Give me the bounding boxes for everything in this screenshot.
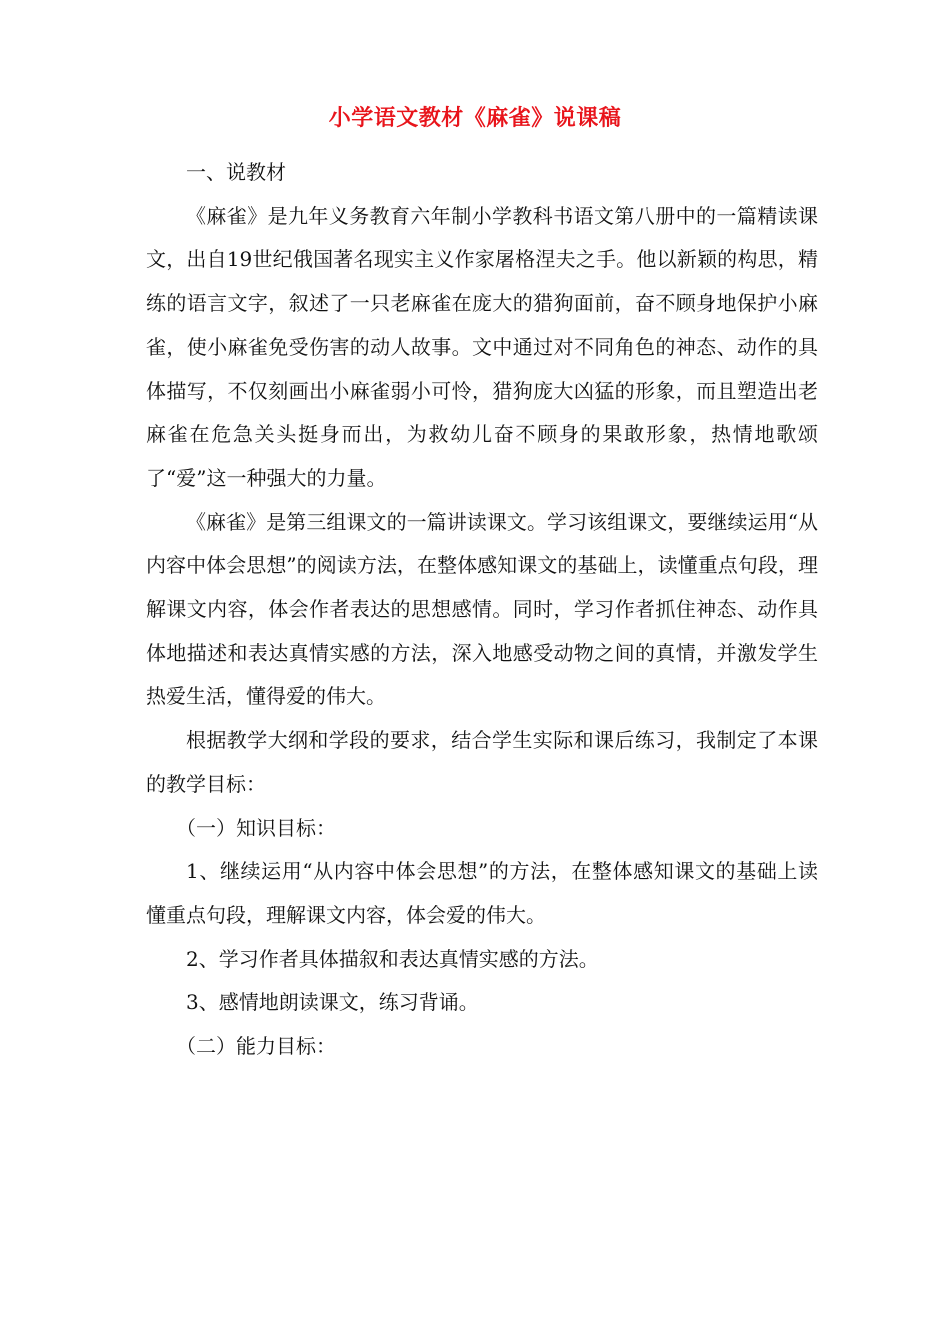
document-body (146, 151, 818, 1069)
paragraph: 《麻雀》是第三组课文的一篇讲读课文。学习该组课文，要继续运用“从内容中体会思想”的阅读方法，在整体感知课文的基础上，读懂重点句段，理解课文内容，体会作者表达的思想感情。同时，学习作者抓住神态、动作具体地描述和表达真情实感的方法，深入地感受动物之间的真情，并激发学生热爱生活，懂得爱的伟大。 (146, 509, 818, 709)
paragraph: 《麻雀》是九年义务教育六年制小学教科书语文第八册中的一篇精读课文，出自19世纪俄国著名现实主义作家屠格涅夫之手。他以新颖的构思，精练的语言文字，叙述了一只老麻雀在庞大的猎狗面前，奋不顾身地保护小麻雀，使小麻雀免受伤害的动人故事。文中通过对不同角色的神态、动作的具体描写，不仅刻画出小麻雀弱小可怜，猎狗庞大凶猛的形象，而且塑造出老麻雀在危急关头挺身而出，为救幼儿奋不顾身的果敢形象，热情地歌颂了“爱”这一种强大的力量。 (146, 203, 818, 490)
list-item: 2、学习作者具体描叙和表达真情实感的方法。 (186, 946, 599, 971)
subsection-heading: （一）知识目标： (176, 815, 336, 840)
list-item: 1、继续运用“从内容中体会思想”的方法，在整体感知课文的基础上读懂重点句段，理解课文内容，体会爱的伟大。 (146, 859, 818, 927)
section-heading: 一、说教材 (186, 160, 286, 184)
document-title: 小学语文教材《麻雀》说课稿 (328, 105, 622, 131)
subsection-heading: （二）能力目标： (176, 1034, 336, 1059)
list-item: 3、感情地朗读课文，练习背诵。 (186, 990, 479, 1015)
paragraph: 根据教学大纲和学段的要求，结合学生实际和课后练习，我制定了本课的教学目标： (146, 728, 818, 796)
